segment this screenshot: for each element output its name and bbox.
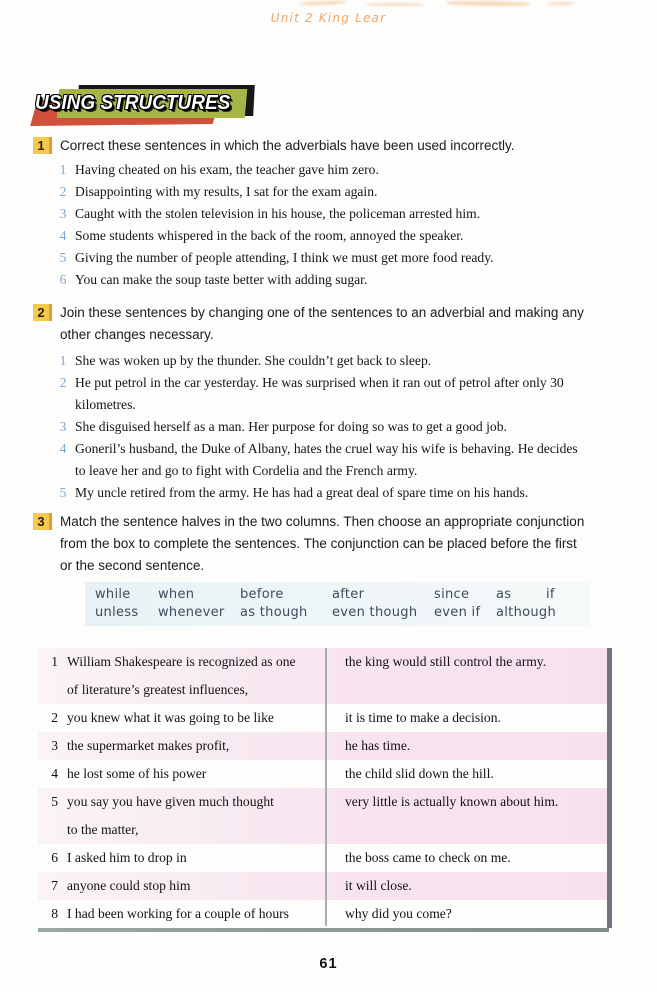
item-number: 8 — [51, 906, 58, 921]
exercise-number-badge: 3 — [33, 513, 52, 530]
item-number: 1 — [59, 162, 67, 177]
exercise-items — [33, 159, 637, 291]
conjunction-word: whenever — [158, 605, 225, 620]
match-left — [38, 900, 325, 928]
exercise-instruction — [60, 511, 584, 577]
item-text: Goneril’s husband, the Duke of Albany, hates the cruel way his wife is behaving. He decides to leave her and go to fight with Cordelia and the French army. — [75, 441, 578, 478]
item-text: She disguised herself as a man. Her purpose for doing so was to get a good job. — [75, 419, 507, 434]
exercise-item — [33, 159, 637, 181]
item-number: 6 — [51, 850, 58, 865]
match-right: very little is actually known about him. — [345, 794, 559, 809]
item-text: William Shakespeare is recognized as one of literature’s greatest influences, — [67, 654, 296, 697]
item-text: I had been working for a couple of hours — [67, 906, 289, 921]
item-number: 1 — [59, 353, 67, 368]
item-number: 4 — [59, 441, 67, 456]
exercise-item — [33, 372, 637, 416]
match-right: the boss came to check on me. — [345, 850, 511, 865]
match-left — [38, 844, 325, 872]
instruction-line: Join these sentences by changing one of the sentences to an adverbial and making any — [60, 305, 584, 320]
item-number: 3 — [59, 419, 67, 434]
item-text: Caught with the stolen television in his house, the policeman arrested him. — [75, 206, 481, 221]
conjunction-word: while — [95, 587, 131, 602]
item-text: Giving the number of people attending, I think we must get more food ready. — [75, 250, 494, 265]
conjunction-word: before — [240, 587, 284, 602]
item-text: You can make the soup taste better with adding sugar. — [75, 272, 368, 287]
exercise-instruction — [60, 135, 515, 157]
item-text: he lost some of his power — [67, 766, 207, 781]
item-text: anyone could stop him — [67, 878, 191, 893]
column-divider — [325, 648, 327, 926]
item-number: 2 — [51, 710, 58, 725]
match-left — [38, 732, 325, 760]
conjunction-word: as — [496, 587, 512, 602]
item-text: She was woken up by the thunder. She couldn’t get back to sleep. — [75, 353, 432, 368]
item-text: Some students whispered in the back of the room, annoyed the speaker. — [75, 228, 464, 243]
match-right: the child slid down the hill. — [345, 766, 494, 781]
exercise-3 — [33, 511, 637, 577]
match-left — [38, 648, 325, 704]
exercise-item — [33, 269, 637, 291]
match-right: why did you come? — [345, 906, 452, 921]
item-number: 4 — [59, 228, 67, 243]
top-decoration — [366, 3, 424, 6]
conjunction-word: since — [434, 587, 470, 602]
instruction-line: Match the sentence halves in the two columns. Then choose an appropriate conjunction — [60, 514, 585, 529]
exercise-header — [33, 135, 637, 157]
top-decoration — [548, 2, 574, 5]
conjunction-word: after — [332, 587, 365, 602]
item-number: 4 — [51, 766, 58, 781]
instruction-line: from the box to complete the sentences. The conjunction can be placed before the first — [60, 536, 577, 551]
item-number: 3 — [51, 738, 58, 753]
unit-header: Unit 2 King Lear — [270, 11, 387, 25]
page-number: 61 — [319, 956, 338, 972]
conjunction-word: when — [158, 587, 195, 602]
exercise-item — [33, 181, 637, 203]
item-number: 6 — [59, 272, 67, 287]
conjunction-box — [85, 582, 590, 626]
exercise-1 — [33, 135, 637, 291]
exercise-item — [33, 350, 637, 372]
item-number: 3 — [59, 206, 67, 221]
conjunction-word: even though — [332, 605, 418, 620]
top-decoration — [446, 0, 530, 6]
item-number: 7 — [51, 878, 58, 893]
instruction-line: Correct these sentences in which the adverbials have been used incorrectly. — [60, 138, 515, 153]
item-number: 2 — [59, 375, 67, 390]
instruction-line: other changes necessary. — [60, 327, 214, 342]
exercise-2 — [33, 302, 637, 504]
item-text: My uncle retired from the army. He has had a great deal of spare time on his hands. — [75, 485, 529, 500]
exercise-number-badge: 2 — [33, 304, 52, 321]
exercise-item — [33, 438, 637, 482]
item-number: 5 — [59, 250, 67, 265]
conjunction-word: even if — [434, 605, 481, 620]
exercise-item — [33, 203, 637, 225]
right-edge-bar — [607, 648, 612, 928]
conjunction-word: if — [546, 587, 555, 602]
exercise-header — [33, 302, 637, 346]
item-text: you knew what it was going to be like — [67, 710, 274, 725]
conjunction-word: unless — [95, 605, 139, 620]
exercise-item — [33, 416, 637, 438]
conjunction-word: as though — [240, 605, 308, 620]
item-text: you say you have given much thought to the matter, — [67, 794, 274, 837]
top-decoration — [300, 0, 346, 6]
item-number: 5 — [51, 794, 58, 809]
match-right: the king would still control the army. — [345, 654, 547, 669]
exercise-items — [33, 350, 637, 504]
item-number: 1 — [51, 654, 58, 669]
banner-title: USING STRUCTURES — [35, 92, 231, 114]
item-text: Disappointing with my results, I sat for the exam again. — [75, 184, 378, 199]
exercise-item — [33, 482, 637, 504]
item-text: I asked him to drop in — [67, 850, 187, 865]
item-number: 2 — [59, 184, 67, 199]
item-text: the supermarket makes profit, — [67, 738, 230, 753]
item-text: He put petrol in the car yesterday. He was surprised when it ran out of petrol after only 30 kilometres. — [75, 375, 564, 412]
item-text: Having cheated on his exam, the teacher gave him zero. — [75, 162, 379, 177]
item-number: 5 — [59, 485, 67, 500]
exercise-item — [33, 225, 637, 247]
match-left — [38, 760, 325, 788]
match-right: it is time to make a decision. — [345, 710, 501, 725]
match-left — [38, 872, 325, 900]
match-table — [38, 646, 612, 932]
conjunction-word: although — [496, 605, 556, 620]
match-right: he has time. — [345, 738, 411, 753]
exercise-item — [33, 247, 637, 269]
using-structures-banner — [30, 83, 280, 133]
bottom-rule — [38, 928, 609, 932]
match-left — [38, 788, 325, 844]
exercise-number-badge: 1 — [33, 137, 52, 154]
exercise-instruction — [60, 302, 584, 346]
instruction-line: or the second sentence. — [60, 558, 205, 573]
match-left — [38, 704, 325, 732]
exercise-header — [33, 511, 637, 577]
match-right: it will close. — [345, 878, 412, 893]
